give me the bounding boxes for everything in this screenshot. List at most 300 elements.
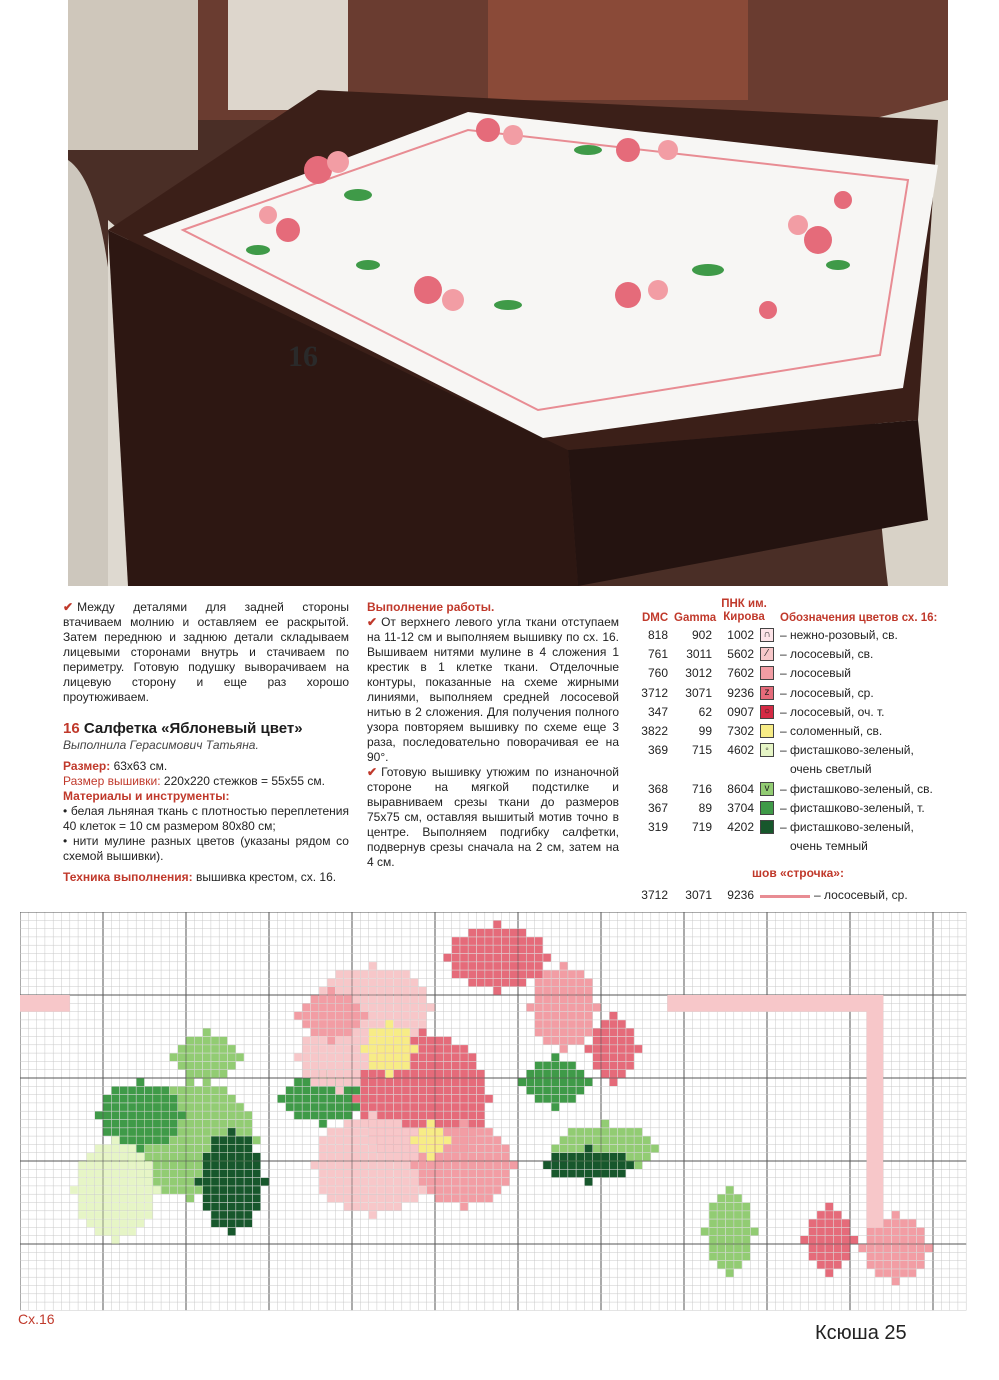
petal-block <box>460 1112 468 1120</box>
leaf-block <box>112 1136 120 1144</box>
petal-block <box>336 1012 344 1020</box>
bud-block <box>552 1020 560 1028</box>
leaf-block <box>145 1186 153 1194</box>
petal-block <box>361 970 369 978</box>
bud-block <box>618 1062 626 1070</box>
stamen-block <box>402 1045 410 1053</box>
petal-block <box>477 1161 485 1169</box>
leaf-block <box>70 1186 78 1194</box>
bud-block <box>527 1004 535 1012</box>
leaf-block <box>161 1112 169 1120</box>
bud-block <box>867 1261 875 1269</box>
leaf-block <box>87 1211 95 1219</box>
leaf-block <box>203 1078 211 1086</box>
petal-block <box>336 979 344 987</box>
leaf-block <box>228 1161 236 1169</box>
leaf-block <box>203 1195 211 1203</box>
petal-block <box>460 1186 468 1194</box>
leaf-block <box>211 1120 219 1128</box>
petal-block <box>344 995 352 1003</box>
leaf-block <box>327 1087 335 1095</box>
leaf-block <box>186 1195 194 1203</box>
petal-block <box>427 1095 435 1103</box>
petal-block <box>294 1012 302 1020</box>
leaf-block <box>709 1211 717 1219</box>
petal-block <box>493 1145 501 1153</box>
petal-block <box>352 1145 360 1153</box>
leaf-block <box>120 1178 128 1186</box>
leaf-block <box>576 1128 584 1136</box>
stamen-block <box>427 1153 435 1161</box>
petal-block <box>377 1128 385 1136</box>
bud-block <box>908 1253 916 1261</box>
petal-block <box>477 1136 485 1144</box>
petal-block <box>303 1037 311 1045</box>
bud-block <box>469 962 477 970</box>
leaf-block <box>294 1078 302 1086</box>
leaf-block <box>112 1236 120 1244</box>
petal-block <box>344 1136 352 1144</box>
bud-block <box>626 1037 634 1045</box>
bud-block <box>593 1045 601 1053</box>
leaf-block <box>718 1244 726 1252</box>
leaf-block <box>137 1186 145 1194</box>
stamen-block <box>377 1037 385 1045</box>
bud-block <box>527 962 535 970</box>
leaf-block <box>311 1112 319 1120</box>
petal-block <box>410 1062 418 1070</box>
petal-block <box>361 1078 369 1086</box>
petal-block <box>369 1203 377 1211</box>
stamen-block <box>402 1053 410 1061</box>
leaf-block <box>709 1219 717 1227</box>
leaf-block <box>161 1128 169 1136</box>
petal-block <box>386 1103 394 1111</box>
leaf-block <box>137 1153 145 1161</box>
petal-block <box>344 979 352 987</box>
petal-block <box>477 1070 485 1078</box>
leaf-block <box>103 1195 111 1203</box>
legend-row <box>632 684 962 703</box>
legend-dmc: 347 <box>647 704 668 719</box>
leaf-block <box>78 1195 86 1203</box>
leaf-block <box>220 1153 228 1161</box>
check-icon: ✔ <box>367 765 378 779</box>
bud-block <box>568 1037 576 1045</box>
petal-block <box>361 1037 369 1045</box>
leaf-block <box>87 1203 95 1211</box>
leaf-block <box>742 1219 750 1227</box>
stamen-block <box>369 1053 377 1061</box>
petal-block <box>452 1045 460 1053</box>
petal-block <box>452 1128 460 1136</box>
petal-block <box>361 979 369 987</box>
petal-block <box>319 1004 327 1012</box>
petal-block <box>369 1070 377 1078</box>
leaf-block <box>195 1095 203 1103</box>
petal-block <box>352 1029 360 1037</box>
petal-block <box>319 1012 327 1020</box>
bud-block <box>585 979 593 987</box>
leaf-block <box>95 1186 103 1194</box>
petal-block <box>427 1037 435 1045</box>
petal-block <box>460 1136 468 1144</box>
leaf-block <box>145 1120 153 1128</box>
leaf-block <box>228 1178 236 1186</box>
bud-block <box>834 1219 842 1227</box>
petal-block <box>344 1186 352 1194</box>
bud-block <box>834 1253 842 1261</box>
leaf-block <box>718 1203 726 1211</box>
petal-block <box>377 1120 385 1128</box>
petal-block <box>394 1078 402 1086</box>
stamen-block <box>427 1136 435 1144</box>
petal-block <box>336 970 344 978</box>
photo-illustration <box>68 0 948 586</box>
bud-block <box>900 1219 908 1227</box>
petal-block <box>435 1037 443 1045</box>
bud-block <box>817 1244 825 1252</box>
leaf-block <box>170 1053 178 1061</box>
legend-color-name: – нежно-розовый, св. <box>780 628 898 642</box>
petal-block <box>344 1153 352 1161</box>
bud-block <box>610 1029 618 1037</box>
petal-block <box>377 1145 385 1153</box>
leaf-block <box>552 1170 560 1178</box>
color-swatch <box>760 820 774 834</box>
petal-block <box>386 1178 394 1186</box>
leaf-block <box>186 1145 194 1153</box>
petal-block <box>369 1120 377 1128</box>
legend-row <box>632 837 962 856</box>
leaf-block <box>726 1269 734 1277</box>
leaf-block <box>203 1186 211 1194</box>
petal-block <box>460 1195 468 1203</box>
petal-block <box>419 1161 427 1169</box>
seam-row <box>632 886 962 906</box>
leaf-block <box>103 1219 111 1227</box>
petal-block <box>427 1178 435 1186</box>
stamen-block <box>435 1128 443 1136</box>
petal-block <box>427 1103 435 1111</box>
leaf-block <box>552 1153 560 1161</box>
leaf-block <box>585 1145 593 1153</box>
bud-block <box>900 1228 908 1236</box>
legend-dmc: 3822 <box>641 723 668 738</box>
bud-block <box>452 937 460 945</box>
leaf-block <box>178 1120 186 1128</box>
petal-block <box>336 1078 344 1086</box>
stem-block <box>552 1053 560 1061</box>
petal-block <box>419 1004 427 1012</box>
bud-block <box>485 970 493 978</box>
stem-block <box>552 1078 560 1086</box>
petal-block <box>303 1070 311 1078</box>
leaf-block <box>128 1087 136 1095</box>
leaf-block <box>352 1087 360 1095</box>
bud-block <box>585 1029 593 1037</box>
leaf-block <box>643 1153 651 1161</box>
petal-block <box>327 1161 335 1169</box>
leaf-block <box>718 1261 726 1269</box>
leaf-block <box>186 1120 194 1128</box>
bud-block <box>900 1236 908 1244</box>
leaf-block <box>726 1203 734 1211</box>
leaf-block <box>103 1228 111 1236</box>
leaf-block <box>560 1136 568 1144</box>
petal-block <box>344 1020 352 1028</box>
petal-block <box>402 1136 410 1144</box>
petal-block <box>369 1195 377 1203</box>
leaf-block <box>626 1145 634 1153</box>
leaf-block <box>751 1228 759 1236</box>
leaf-block <box>203 1178 211 1186</box>
leaf-block <box>137 1136 145 1144</box>
bud-block <box>900 1261 908 1269</box>
leaf-block <box>585 1170 593 1178</box>
bud-block <box>460 962 468 970</box>
leaf-block <box>128 1186 136 1194</box>
petal-block <box>444 1037 452 1045</box>
legend-row <box>632 799 962 818</box>
petal-block <box>394 1161 402 1169</box>
petal-block <box>386 1128 394 1136</box>
bud-block <box>825 1269 833 1277</box>
petal-block <box>402 970 410 978</box>
header-pnk: ПНК им. Кирова <box>721 598 767 623</box>
stamen-block <box>361 1045 369 1053</box>
petal-block <box>386 1087 394 1095</box>
leaf-block <box>120 1103 128 1111</box>
bud-block <box>825 1244 833 1252</box>
legend-gamma: 3011 <box>686 647 712 662</box>
bud-block <box>552 987 560 995</box>
legend-pnk: 0907 <box>727 704 754 719</box>
petal-block <box>477 1186 485 1194</box>
leaf-block <box>253 1153 261 1161</box>
leaf-block <box>120 1186 128 1194</box>
leaf-block <box>344 1095 352 1103</box>
bud-block <box>477 970 485 978</box>
leaf-block <box>610 1161 618 1169</box>
check-icon: ✔ <box>63 600 74 614</box>
color-swatch: ⁄ <box>760 647 774 661</box>
petal-block <box>477 1178 485 1186</box>
petal-block <box>386 970 394 978</box>
leaf-block <box>145 1161 153 1169</box>
petal-block <box>402 1153 410 1161</box>
bud-block <box>925 1244 933 1252</box>
leaf-block <box>228 1053 236 1061</box>
petal-block <box>460 1045 468 1053</box>
leaf-block <box>593 1128 601 1136</box>
bud-block <box>485 962 493 970</box>
leaf-block <box>585 1178 593 1186</box>
bud-block <box>610 1053 618 1061</box>
leaf-block <box>336 1112 344 1120</box>
leaf-block <box>195 1045 203 1053</box>
petal-block <box>319 1078 327 1086</box>
leaf-block <box>303 1095 311 1103</box>
leaf-block <box>137 1203 145 1211</box>
stamen-block <box>402 1062 410 1070</box>
petal-block <box>460 1145 468 1153</box>
size-line: Размер: 63х63 см. <box>63 759 168 773</box>
stamen-block <box>419 1145 427 1153</box>
petal-block <box>402 995 410 1003</box>
bud-block <box>842 1219 850 1227</box>
bud-block <box>610 1078 618 1086</box>
petal-block <box>477 1128 485 1136</box>
petal-block <box>327 1070 335 1078</box>
petal-block <box>344 1029 352 1037</box>
petal-block <box>419 1070 427 1078</box>
leaf-block <box>161 1178 169 1186</box>
petal-block <box>311 1062 319 1070</box>
leaf-block <box>145 1170 153 1178</box>
bud-block <box>469 970 477 978</box>
leaf-block <box>203 1053 211 1061</box>
leaf-block <box>128 1136 136 1144</box>
leaf-block <box>170 1112 178 1120</box>
petal-block <box>327 1078 335 1086</box>
bud-block <box>477 946 485 954</box>
petal-block <box>327 1020 335 1028</box>
leaf-block <box>145 1195 153 1203</box>
leaf-block <box>153 1120 161 1128</box>
work-heading: Выполнение работы. <box>367 600 495 614</box>
petal-block <box>419 1020 427 1028</box>
leaf-block <box>195 1062 203 1070</box>
leaf-block <box>145 1153 153 1161</box>
petal-block <box>369 962 377 970</box>
seam-dmc: 3712 <box>641 888 668 902</box>
leaf-block <box>112 1228 120 1236</box>
leaf-block <box>576 1145 584 1153</box>
petal-block <box>435 1178 443 1186</box>
leaf-block <box>236 1211 244 1219</box>
petal-block <box>394 1195 402 1203</box>
stamen-block <box>394 1062 402 1070</box>
legend-gamma: 3071 <box>685 685 712 700</box>
stem-block <box>560 1087 568 1095</box>
petal-block <box>452 1161 460 1169</box>
petal-block <box>394 1120 402 1128</box>
stem-block <box>527 1070 535 1078</box>
bud-block <box>543 1029 551 1037</box>
middle-column <box>367 600 619 870</box>
bud-block <box>867 1236 875 1244</box>
leaf-block <box>145 1203 153 1211</box>
bud-block <box>535 1029 543 1037</box>
petal-block <box>311 1012 319 1020</box>
bud-block <box>510 946 518 954</box>
petal-block <box>485 1136 493 1144</box>
embroidery-size-line: Размер вышивки: 220х220 стежков = 55х55 см. <box>63 774 325 788</box>
petal-block <box>469 1087 477 1095</box>
leaf-block <box>319 1112 327 1120</box>
bud-block <box>543 979 551 987</box>
leaf-block <box>601 1170 609 1178</box>
leaf-block <box>560 1145 568 1153</box>
leaf-block <box>734 1236 742 1244</box>
leaf-block <box>170 1087 178 1095</box>
bud-block <box>527 946 535 954</box>
leaf-block <box>128 1219 136 1227</box>
petal-block <box>344 1012 352 1020</box>
leaf-block <box>153 1128 161 1136</box>
petal-block <box>477 1153 485 1161</box>
leaf-block <box>709 1203 717 1211</box>
petal-block <box>394 979 402 987</box>
bud-block <box>535 1020 543 1028</box>
petal-block <box>402 1070 410 1078</box>
leaf-block <box>203 1136 211 1144</box>
leaf-block <box>228 1062 236 1070</box>
leaf-block <box>137 1195 145 1203</box>
petal-block <box>344 1203 352 1211</box>
leaf-block <box>593 1153 601 1161</box>
petal-block <box>477 1195 485 1203</box>
leaf-block <box>286 1103 294 1111</box>
legend-color-name: – лососевый <box>780 666 852 681</box>
petal-block <box>427 1045 435 1053</box>
petal-block <box>386 1153 394 1161</box>
leaf-block <box>311 1087 319 1095</box>
stamen-block <box>444 1136 452 1144</box>
petal-block <box>460 1178 468 1186</box>
leaf-block <box>178 1161 186 1169</box>
leaf-block <box>128 1211 136 1219</box>
petal-block <box>410 1120 418 1128</box>
leaf-block <box>734 1219 742 1227</box>
petal-block <box>485 1161 493 1169</box>
petal-block <box>303 1012 311 1020</box>
leaf-block <box>228 1120 236 1128</box>
bud-block <box>825 1236 833 1244</box>
bud-block <box>601 1029 609 1037</box>
leaf-block <box>278 1095 286 1103</box>
petal-block <box>410 1186 418 1194</box>
bud-block <box>576 1004 584 1012</box>
stem-block <box>585 1078 593 1086</box>
legend-dmc: 368 <box>647 781 668 796</box>
leaf-block <box>112 1095 120 1103</box>
leaf-block <box>220 1170 228 1178</box>
leaf-block <box>203 1120 211 1128</box>
leaf-block <box>78 1186 86 1194</box>
petal-block <box>377 1136 385 1144</box>
petal-block <box>493 1170 501 1178</box>
petal-block <box>469 1128 477 1136</box>
leaf-block <box>112 1161 120 1169</box>
color-swatch <box>760 666 774 680</box>
article-title: 16 Салфетка «Яблоневый цвет» <box>63 720 303 737</box>
bud-block <box>908 1236 916 1244</box>
leaf-block <box>186 1170 194 1178</box>
petal-block <box>369 1178 377 1186</box>
petal-block <box>319 1178 327 1186</box>
leaf-block <box>203 1128 211 1136</box>
leaf-block <box>220 1037 228 1045</box>
leaf-block <box>186 1128 194 1136</box>
petal-block <box>402 1078 410 1086</box>
leaf-block <box>186 1095 194 1103</box>
leaf-block <box>137 1145 145 1153</box>
petal-block <box>319 1020 327 1028</box>
leaf-block <box>568 1145 576 1153</box>
petal-block <box>452 1062 460 1070</box>
